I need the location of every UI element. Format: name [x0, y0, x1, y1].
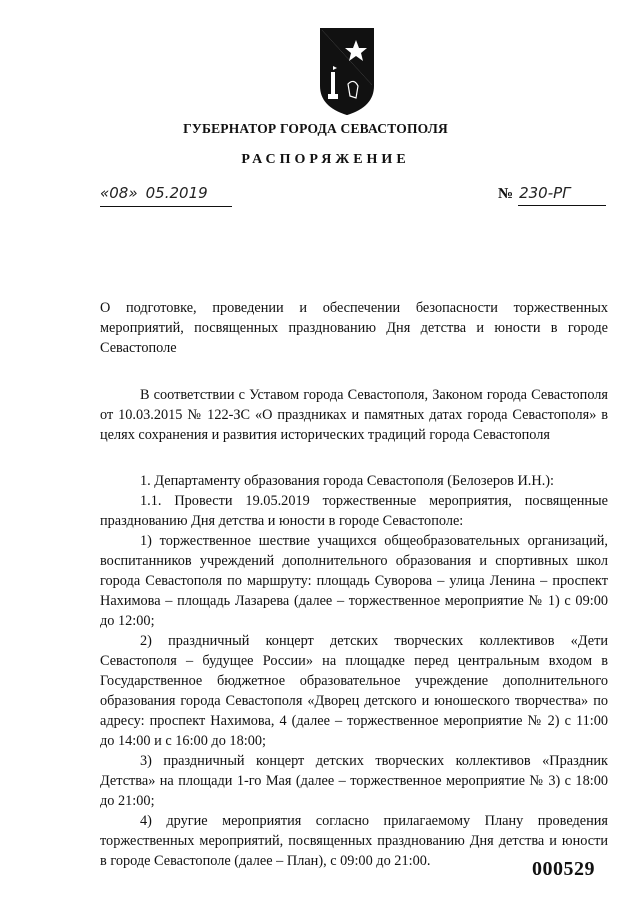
serial-number: 000529 — [532, 858, 595, 880]
intro-paragraph: В соответствии с Уставом города Севастополя, Законом города Севастополя от 10.03.2015 № 122-ЗС «О праздниках и памятных датах города Севастополя» в целях сохранения и развития исторических традиций города Севастополя — [100, 387, 608, 443]
main-text — [100, 471, 608, 871]
number-underline — [518, 205, 606, 206]
date-month-year: 05.2019 — [145, 184, 208, 202]
sevastopol-coat-of-arms-icon — [318, 26, 376, 116]
paragraph-item-1: 1) торжественное шествие учащихся общеобразовательных организаций, воспитанников учреждений дополнительного образования и спортивных школ города Севастополя по маршруту: площадь Суворова – улица Ленина – проспект Нахимова – площадь Лазарева (далее – торжественное мероприятие № 1) с 09:00 до 12:00; — [100, 533, 608, 629]
date-close-quote: » — [128, 184, 138, 202]
document-date — [100, 184, 232, 207]
paragraph-item-2: 2) праздничный концерт детских творческих коллективов «Дети Севастополя – будущее России» на площадке перед центральным входом в Государственное бюджетное образовательное учреждение дополнительного образования города Севастополя «Дворец детского и юношеского творчества» по адресу: проспект Нахимова, 4 (далее – торжественное мероприятие № 2) с 11:00 до 14:00 и с 16:00 до 18:00; — [100, 633, 608, 749]
number-value: 230-РГ — [519, 184, 571, 202]
document-title: О подготовке, проведении и обеспечении безопасности торжественных мероприятий, посвященных празднованию Дня детства и юности в городе Севастополе — [100, 300, 608, 356]
date-day: 08 — [109, 184, 129, 202]
paragraph-1-1: 1.1. Провести 19.05.2019 торжественные мероприятия, посвященные празднованию Дня детства и юности в городе Севастополе: — [100, 493, 608, 529]
document-type-heading: РАСПОРЯЖЕНИЕ — [241, 152, 410, 167]
intro-block — [100, 385, 608, 445]
paragraph-item-4: 4) другие мероприятия согласно прилагаемому Плану проведения торжественных мероприятий, посвященных празднованию Дня детства и юности в городе Севастополе (далее – План), с 09:00 до 21:00. — [100, 813, 608, 869]
document-number — [498, 184, 606, 206]
number-sign: № — [498, 186, 514, 202]
paragraph-item-3: 3) праздничный концерт детских творческих коллективов «Праздник Детства» на площади 1-го Мая (далее – торжественное мероприятие № 3) с 18:00 до 21:00; — [100, 753, 608, 809]
paragraph-1: 1. Департаменту образования города Севастополя (Белозеров И.Н.): — [140, 473, 555, 489]
governor-heading: ГУБЕРНАТОР ГОРОДА СЕВАСТОПОЛЯ — [183, 121, 448, 136]
date-open-quote: « — [100, 184, 110, 202]
